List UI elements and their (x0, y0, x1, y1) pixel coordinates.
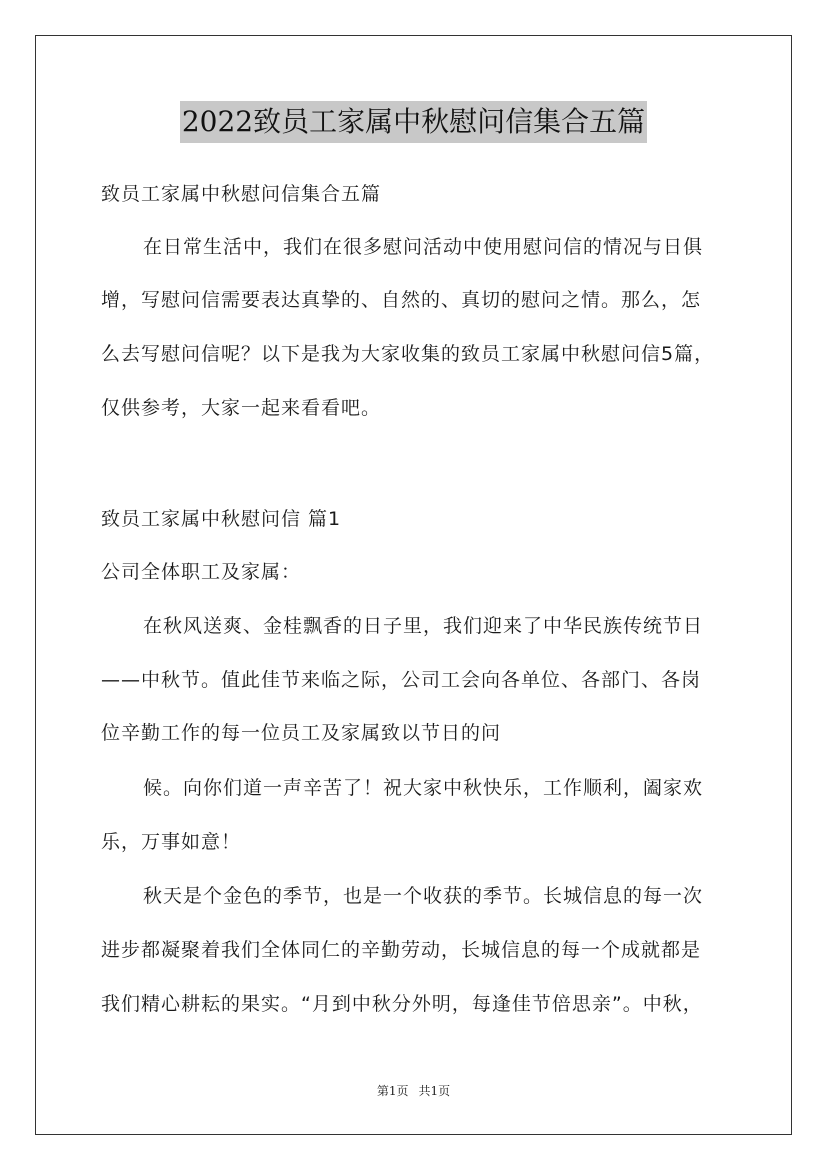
page-number: 第1页 (376, 1084, 409, 1098)
intro-paragraph-line: 么去写慰问信呢？以下是我为大家收集的致员工家属中秋慰问信5篇， (101, 343, 715, 365)
body-paragraph-line: 候。向你们道一声辛苦了！祝大家中秋快乐，工作顺利，阖家欢 (143, 777, 704, 799)
body-paragraph-line: 在秋风送爽、金桂飘香的日子里，我们迎来了中华民族传统节日 (143, 615, 704, 637)
intro-paragraph-line: 在日常生活中，我们在很多慰问活动中使用慰问信的情况与日俱 (143, 236, 704, 258)
intro-paragraph-line: 增，写慰问信需要表达真挚的、自然的、真切的慰问之情。那么，怎 (101, 289, 702, 311)
document-title: 2022致员工家属中秋慰问信集合五篇 (180, 101, 647, 143)
section-heading: 致员工家属中秋慰问信 篇1 (101, 508, 342, 530)
salutation-line: 公司全体职工及家属： (101, 561, 302, 583)
title-container (0, 101, 827, 143)
page-total: 共1页 (418, 1084, 451, 1098)
body-paragraph-line: 位辛勤工作的每一位员工及家属致以节日的问 (101, 722, 502, 744)
body-paragraph-line: 秋天是个金色的季节，也是一个收获的季节。长城信息的每一次 (143, 885, 704, 907)
body-paragraph-line: 乐，万事如意！ (101, 831, 242, 853)
subtitle-line: 致员工家属中秋慰问信集合五篇 (101, 183, 382, 205)
body-paragraph-line: 进步都凝聚着我们全体同仁的辛勤劳动，长城信息的每一个成就都是 (101, 939, 702, 961)
intro-paragraph-line: 仅供参考，大家一起来看看吧。 (101, 397, 382, 419)
page-footer (0, 1082, 827, 1100)
body-paragraph-line: ——中秋节。值此佳节来临之际，公司工会向各单位、各部门、各岗 (101, 669, 702, 691)
body-paragraph-line: 我们精心耕耘的果实。“月到中秋分外明，每逢佳节倍思亲”。中秋， (101, 993, 703, 1015)
